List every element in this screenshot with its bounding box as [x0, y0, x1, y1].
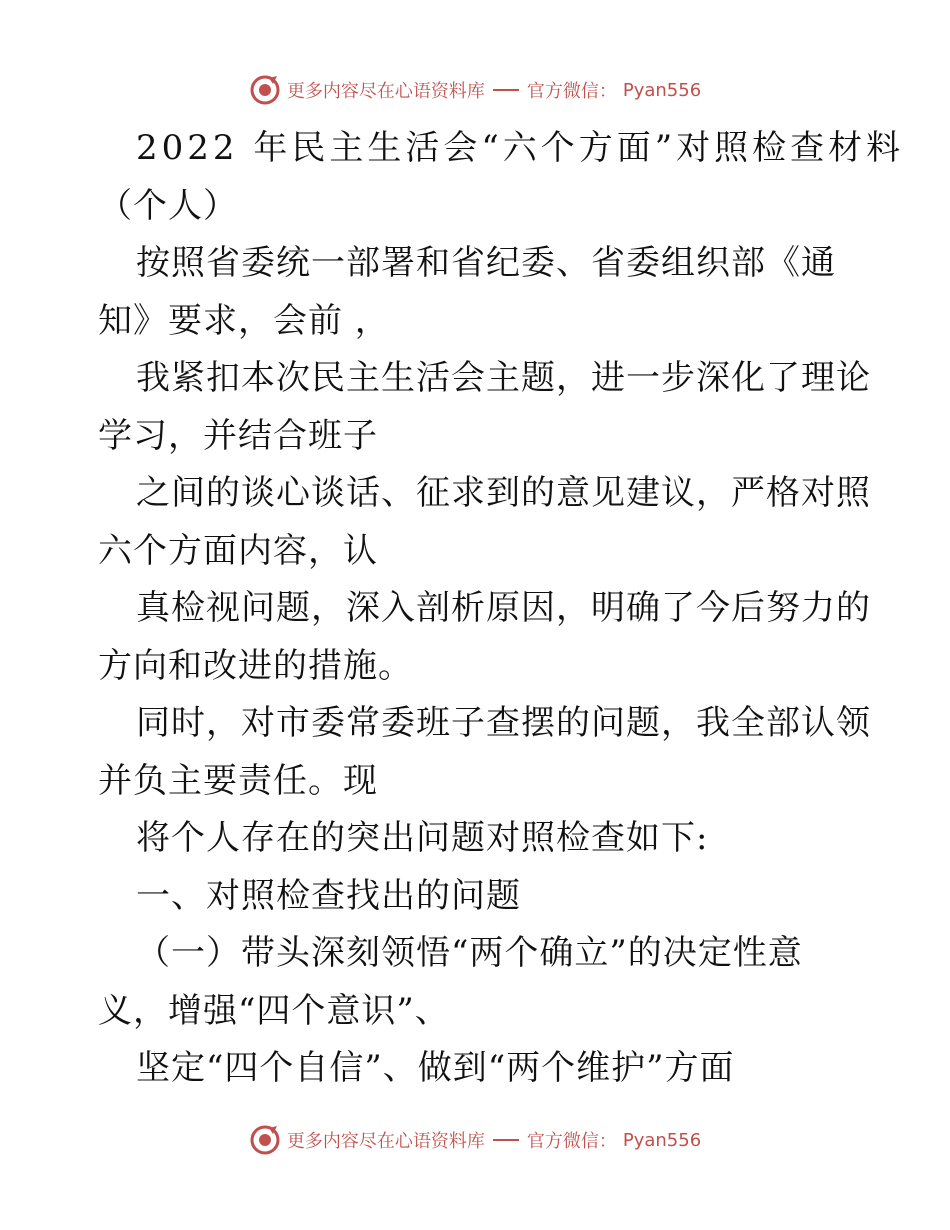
document-title: 2022 年民主生活会“六个方面”对照检查材料	[136, 128, 905, 168]
footer-banner	[0, 1120, 950, 1160]
document-subtitle: （个人）	[98, 185, 238, 226]
banner-content	[249, 74, 701, 106]
banner-wechat-label: 官方微信：	[526, 81, 617, 102]
pen-logo-icon	[249, 74, 281, 106]
paragraph-line: 将个人存在的突出问题对照检查如下:	[136, 818, 709, 858]
banner-wechat-id: Pyan556	[622, 79, 702, 101]
paragraph-line: 学习，并结合班子	[98, 415, 378, 456]
banner-wechat-label: 官方微信：	[526, 1131, 617, 1152]
document-body	[98, 120, 905, 1098]
paragraph-line: 并负主要责任。现	[98, 760, 378, 801]
subsection-heading: （一）带头深刻领悟“两个确立”的决定性意	[136, 933, 803, 973]
paragraph-line: 同时，对市委常委班子查摆的问题，我全部认领	[136, 703, 871, 743]
banner-site-text: 更多内容尽在心语资料库	[286, 81, 485, 102]
paragraph-line: 方向和改进的措施。	[98, 645, 413, 686]
paragraph-line: 坚定“四个自信”、做到“两个维护”方面	[136, 1048, 735, 1088]
paragraph-line: 按照省委统一部署和省纪委、省委组织部《通	[136, 243, 836, 283]
paragraph-line: 真检视问题，深入剖析原因，明确了今后努力的	[136, 588, 871, 628]
banner-dash	[493, 89, 519, 91]
header-banner	[0, 70, 950, 110]
banner-wechat-id: Pyan556	[622, 1129, 702, 1151]
banner-dash	[493, 1139, 519, 1141]
paragraph-line: 六个方面内容，认	[98, 530, 378, 571]
paragraph-line: 之间的谈心谈话、征求到的意见建议，严格对照	[136, 473, 871, 513]
pen-logo-icon	[249, 1124, 281, 1156]
section-heading: 一、对照检查找出的问题	[136, 875, 521, 916]
subsection-heading-cont: 义，增强“四个意识”、	[98, 990, 450, 1031]
paragraph-line: 知》要求，会前 ，	[98, 300, 390, 341]
paragraph-line: 我紧扣本次民主生活会主题，进一步深化了理论	[136, 358, 871, 398]
banner-content	[249, 1124, 701, 1156]
banner-site-text: 更多内容尽在心语资料库	[286, 1131, 485, 1152]
